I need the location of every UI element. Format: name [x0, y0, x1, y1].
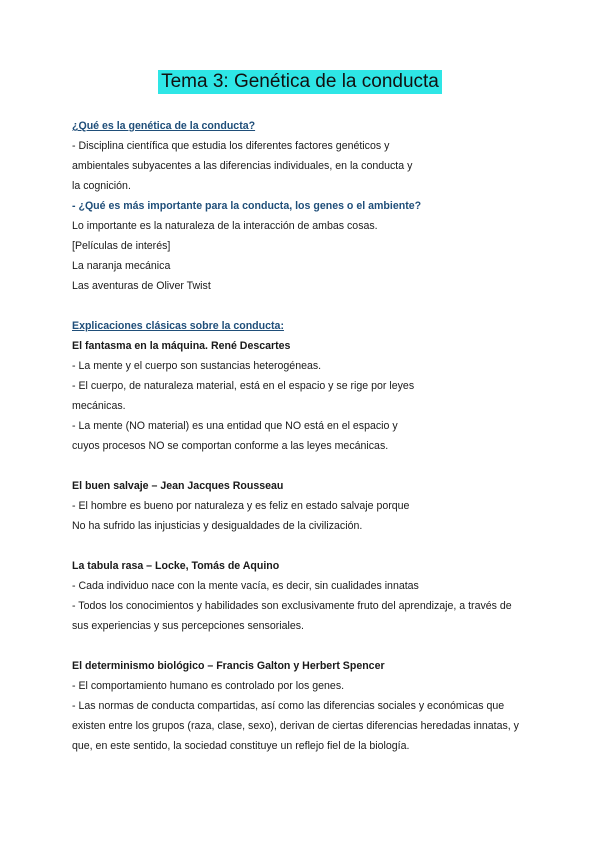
block-line: - Las normas de conducta compartidas, así como las diferencias sociales y económicas que [72, 700, 505, 712]
block-line: - El hombre es bueno por naturaleza y es feliz en estado salvaje porque [72, 500, 410, 512]
block-line: - Todos los conocimientos y habilidades son exclusivamente fruto del aprendizaje, a través de [72, 600, 512, 612]
block-title-descartes: El fantasma en la máquina. René Descartes [72, 340, 291, 352]
film-item: Las aventuras de Oliver Twist [72, 280, 211, 292]
title-container [0, 70, 600, 94]
films-label: [Películas de interés] [72, 240, 171, 252]
block-line: - Cada individuo nace con la mente vacía, es decir, sin cualidades innatas [72, 580, 419, 592]
block-line: sus experiencias y sus percepciones sensoriales. [72, 620, 305, 632]
spacer [72, 636, 542, 656]
block-line: - El comportamiento humano es controlado por los genes. [72, 680, 345, 692]
film-item: La naranja mecánica [72, 260, 171, 272]
block-title-rousseau: El buen salvaje – Jean Jacques Rousseau [72, 480, 284, 492]
block-line: No ha sufrido las injusticias y desigualdades de la civilización. [72, 520, 363, 532]
block-line: mecánicas. [72, 400, 126, 412]
spacer [72, 536, 542, 556]
answer-line: Lo importante es la naturaleza de la interacción de ambas cosas. [72, 220, 378, 232]
block-title-tabula-rasa: La tabula rasa – Locke, Tomás de Aquino [72, 560, 280, 572]
block-line: que, en este sentido, la sociedad constituye un reflejo fiel de la biología. [72, 740, 410, 752]
question-genes-or-environment: - ¿Qué es más importante para la conducta, los genes o el ambiente? [72, 200, 422, 212]
block-title-biological-determinism: El determinismo biológico – Francis Galton y Herbert Spencer [72, 660, 385, 672]
answer-line: - Disciplina científica que estudia los diferentes factores genéticos y [72, 140, 390, 152]
answer-line: la cognición. [72, 180, 131, 192]
block-line: existen entre los grupos (raza, clase, sexo), derivan de ciertas diferencias heredadas innatas, y [72, 720, 519, 732]
block-line: - La mente (NO material) es una entidad que NO está en el espacio y [72, 420, 398, 432]
block-line: cuyos procesos NO se comportan conforme a las leyes mecánicas. [72, 440, 389, 452]
spacer [72, 296, 542, 316]
block-line: - La mente y el cuerpo son sustancias heterogéneas. [72, 360, 322, 372]
document-body [72, 116, 542, 756]
document-title: Tema 3: Genética de la conducta [158, 70, 442, 94]
answer-line: ambientales subyacentes a las diferencias individuales, en la conducta y [72, 160, 413, 172]
question-what-is: ¿Qué es la genética de la conducta? [72, 120, 256, 132]
spacer [72, 456, 542, 476]
section-heading-classic-explanations: Explicaciones clásicas sobre la conducta: [72, 320, 284, 332]
block-line: - El cuerpo, de naturaleza material, está en el espacio y se rige por leyes [72, 380, 415, 392]
